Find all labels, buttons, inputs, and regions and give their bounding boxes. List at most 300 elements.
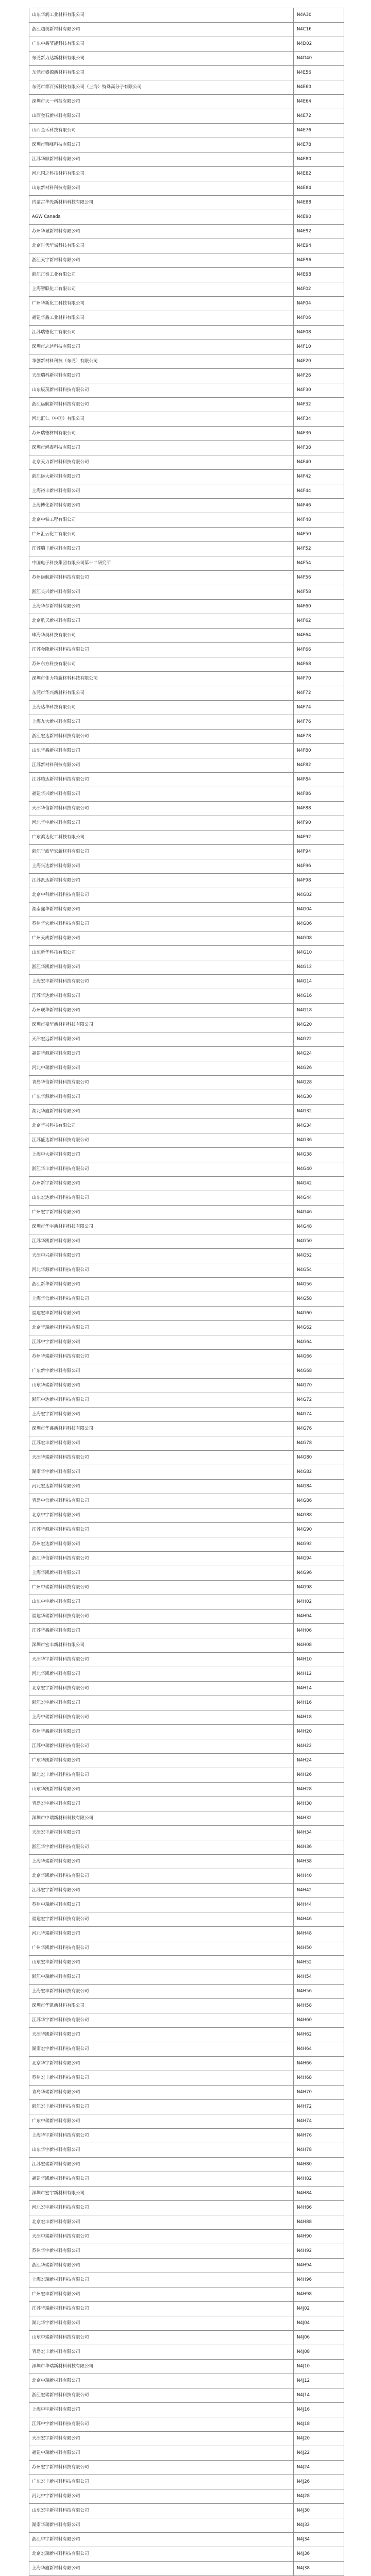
- table-row: [29, 369, 344, 383]
- booth-number-cell: N4H58: [294, 1999, 344, 2013]
- table-row: [29, 657, 344, 672]
- booth-number-cell: N4G88: [294, 1509, 344, 1523]
- booth-number-cell: N4J16: [294, 2403, 344, 2417]
- table-row: [29, 1999, 344, 2013]
- table-row: [29, 1754, 344, 1768]
- booth-number-cell: N4H32: [294, 1811, 344, 1826]
- table-row: [29, 2316, 344, 2331]
- booth-number-cell: N4E76: [294, 124, 344, 138]
- table-row: [29, 1321, 344, 1335]
- table-row: [29, 2446, 344, 2461]
- company-name-cell: 东莞市华兴新材料有限公司: [29, 686, 294, 701]
- table-row: [29, 1840, 344, 1855]
- table-row: [29, 455, 344, 470]
- company-name-cell: 江苏华源新材料科技有限公司: [29, 1523, 294, 1537]
- company-name-cell: 北京宏宇新材料科技有限公司: [29, 1682, 294, 1696]
- table-row: [29, 282, 344, 297]
- booth-number-cell: N4D40: [294, 52, 344, 66]
- table-row: [29, 2345, 344, 2360]
- booth-number-cell: N4F92: [294, 831, 344, 845]
- table-row: [29, 1105, 344, 1119]
- booth-number-cell: N4H50: [294, 1941, 344, 1956]
- booth-number-cell: N4H28: [294, 1783, 344, 1797]
- table-row: [29, 1869, 344, 1884]
- table-row: [29, 686, 344, 701]
- company-name-cell: 苏州宏宇新材料科技有限公司: [29, 2461, 294, 2475]
- table-row: [29, 23, 344, 37]
- table-row: [29, 773, 344, 787]
- company-name-cell: 苏州华瑞新材料科技有限公司: [29, 1350, 294, 1364]
- company-name-cell: 北京中瑞新材料有限公司: [29, 2374, 294, 2388]
- booth-number-cell: N4G28: [294, 1076, 344, 1090]
- booth-number-cell: N4F44: [294, 484, 344, 499]
- booth-number-cell: N4G06: [294, 917, 344, 931]
- table-row: [29, 2143, 344, 2158]
- table-row: [29, 859, 344, 874]
- booth-number-cell: N4G58: [294, 1292, 344, 1307]
- booth-number-cell: N4F52: [294, 542, 344, 556]
- booth-number-cell: N4G76: [294, 1422, 344, 1436]
- booth-number-cell: N4G26: [294, 1061, 344, 1076]
- company-name-cell: 东莞市都百扬科技有限公司（上海）特殊高分子有限公司: [29, 80, 294, 95]
- booth-number-cell: N4H18: [294, 1710, 344, 1725]
- booth-number-cell: N4J24: [294, 2461, 344, 2475]
- booth-number-cell: N4G18: [294, 1004, 344, 1018]
- company-name-cell: 江苏腾达新材料科技有限公司: [29, 773, 294, 787]
- table-row: [29, 744, 344, 758]
- company-name-cell: 湖北华鑫新材料有限公司: [29, 1105, 294, 1119]
- table-row: [29, 1696, 344, 1710]
- booth-number-cell: N4J30: [294, 2504, 344, 2518]
- company-name-cell: 浙江中达新材料科技有限公司: [29, 1393, 294, 1408]
- booth-number-cell: N4F74: [294, 701, 344, 715]
- table-row: [29, 1206, 344, 1220]
- table-row: [29, 2331, 344, 2345]
- table-row: [29, 2158, 344, 2172]
- booth-number-cell: N4J20: [294, 2432, 344, 2446]
- table-row: [29, 2360, 344, 2374]
- booth-number-cell: N4G30: [294, 1090, 344, 1105]
- booth-number-cell: N4F94: [294, 845, 344, 859]
- table-row: [29, 1927, 344, 1941]
- booth-number-cell: N4J32: [294, 2518, 344, 2533]
- table-row: [29, 2100, 344, 2114]
- booth-number-cell: N4H68: [294, 2071, 344, 2086]
- company-name-cell: 山西金禾科技有限公司: [29, 124, 294, 138]
- company-name-cell: 河北华宇新材料有限公司: [29, 816, 294, 831]
- company-name-cell: 浙江宏宇新材料有限公司: [29, 1696, 294, 1710]
- booth-number-cell: N4E64: [294, 95, 344, 109]
- company-name-cell: 浙江华凯新材料有限公司: [29, 960, 294, 975]
- table-row: [29, 354, 344, 369]
- company-name-cell: 浙江超美新材料有限公司: [29, 23, 294, 37]
- booth-number-cell: N4H06: [294, 1624, 344, 1638]
- booth-number-cell: N4H10: [294, 1653, 344, 1667]
- company-name-cell: 北京时代华诚科技有限公司: [29, 239, 294, 253]
- booth-number-cell: N4F32: [294, 398, 344, 412]
- company-name-cell: 天津华信新材料科技有限公司: [29, 802, 294, 816]
- company-name-cell: 广东新宇新材料有限公司: [29, 1364, 294, 1379]
- booth-number-cell: N4G82: [294, 1465, 344, 1480]
- booth-number-cell: N4F90: [294, 816, 344, 831]
- booth-number-cell: N4G44: [294, 1191, 344, 1206]
- company-name-cell: 苏州宏达新材料有限公司: [29, 1537, 294, 1552]
- company-name-cell: 福建华凯新材料科技有限公司: [29, 2172, 294, 2187]
- table-row: [29, 528, 344, 542]
- table-row: [29, 1090, 344, 1105]
- company-name-cell: 江苏盛达新材料科技有限公司: [29, 1133, 294, 1148]
- booth-number-cell: N4H40: [294, 1869, 344, 1884]
- booth-number-cell: N4G70: [294, 1379, 344, 1393]
- booth-number-cell: N4J28: [294, 2489, 344, 2504]
- table-row: [29, 427, 344, 441]
- booth-number-cell: N4G60: [294, 1307, 344, 1321]
- booth-number-cell: N4G86: [294, 1494, 344, 1509]
- company-name-cell: 苏州华鑫新材料有限公司: [29, 1725, 294, 1739]
- booth-number-cell: N4H64: [294, 2042, 344, 2057]
- booth-number-cell: N4H94: [294, 2259, 344, 2273]
- table-row: [29, 1422, 344, 1436]
- company-name-cell: 江苏华鑫新材料有限公司: [29, 1624, 294, 1638]
- company-name-cell: 深圳市天一科技有限公司: [29, 95, 294, 109]
- company-name-cell: 上海宏宇新材料有限公司: [29, 1408, 294, 1422]
- table-row: [29, 239, 344, 253]
- booth-number-cell: N4J26: [294, 2475, 344, 2489]
- table-row: [29, 297, 344, 311]
- booth-number-cell: N4E56: [294, 66, 344, 80]
- booth-number-cell: N4J38: [294, 2562, 344, 2576]
- booth-number-cell: N4E94: [294, 239, 344, 253]
- company-name-cell: 北京华凯新材料科技有限公司: [29, 1869, 294, 1884]
- table-row: [29, 571, 344, 585]
- company-name-cell: 江苏瑞丰新材料有限公司: [29, 542, 294, 556]
- table-row: [29, 37, 344, 52]
- table-row: [29, 1509, 344, 1523]
- company-name-cell: 天津中兴新材料有限公司: [29, 1249, 294, 1263]
- company-name-cell: 浙江华丰新材料科技有限公司: [29, 1162, 294, 1177]
- booth-number-cell: N4G50: [294, 1234, 344, 1249]
- table-row: [29, 1552, 344, 1566]
- booth-number-cell: N4F84: [294, 773, 344, 787]
- booth-number-cell: N4H74: [294, 2114, 344, 2129]
- company-name-cell: 广州天成新材料有限公司: [29, 931, 294, 946]
- table-row: [29, 1393, 344, 1408]
- table-row: [29, 1119, 344, 1133]
- table-row: [29, 1710, 344, 1725]
- booth-number-cell: N4H12: [294, 1667, 344, 1682]
- table-row: [29, 845, 344, 859]
- company-name-cell: 河北中瑞新材料有限公司: [29, 1061, 294, 1076]
- table-row: [29, 138, 344, 152]
- booth-number-cell: N4F56: [294, 571, 344, 585]
- table-row: [29, 412, 344, 427]
- table-row: [29, 167, 344, 181]
- table-row: [29, 1970, 344, 1985]
- table-row: [29, 1047, 344, 1061]
- company-name-cell: 河北宏达新材料有限公司: [29, 1480, 294, 1494]
- company-name-cell: 天津华凯新材料有限公司: [29, 2028, 294, 2042]
- table-row: [29, 95, 344, 109]
- company-name-cell: 上海华瑞新材料有限公司: [29, 1855, 294, 1869]
- table-row: [29, 225, 344, 239]
- table-row: [29, 8, 344, 23]
- booth-number-cell: N4H86: [294, 2201, 344, 2215]
- company-name-cell: 浙江华宇新材料科技有限公司: [29, 1840, 294, 1855]
- booth-number-cell: N4F36: [294, 427, 344, 441]
- company-name-cell: 河北宏宇新材料科技有限公司: [29, 2201, 294, 2215]
- company-name-cell: 苏州东方科技有限公司: [29, 657, 294, 672]
- booth-number-cell: N4H66: [294, 2057, 344, 2071]
- booth-number-cell: N4G38: [294, 1148, 344, 1162]
- company-name-cell: 上海华信新材料科技有限公司: [29, 1292, 294, 1307]
- table-row: [29, 903, 344, 917]
- booth-number-cell: N4A30: [294, 8, 344, 23]
- booth-number-cell: N4H42: [294, 1884, 344, 1898]
- company-name-cell: 北京中宇新材料有限公司: [29, 1509, 294, 1523]
- table-row: [29, 2547, 344, 2562]
- company-name-cell: 青岛中信新材料科技有限公司: [29, 1494, 294, 1509]
- booth-number-cell: N4G10: [294, 946, 344, 960]
- booth-number-cell: N4F26: [294, 369, 344, 383]
- company-name-cell: 江苏中宇新材料有限公司: [29, 1335, 294, 1350]
- booth-number-cell: N4H30: [294, 1797, 344, 1811]
- table-row: [29, 109, 344, 124]
- company-name-cell: 北京天力新材料科技有限公司: [29, 455, 294, 470]
- table-row: [29, 1523, 344, 1537]
- company-name-cell: 青岛华信新材料科技有限公司: [29, 1076, 294, 1090]
- table-row: [29, 124, 344, 138]
- table-row: [29, 1855, 344, 1869]
- booth-number-cell: N4E92: [294, 225, 344, 239]
- booth-number-cell: N4G14: [294, 975, 344, 989]
- company-name-cell: 河北中宇新材料有限公司: [29, 2489, 294, 2504]
- booth-number-cell: N4H34: [294, 1826, 344, 1840]
- booth-number-cell: N4F82: [294, 758, 344, 773]
- company-name-cell: 深圳市锦峰科技有限公司: [29, 138, 294, 152]
- company-name-cell: 上海宏丰新材料科技有限公司: [29, 1985, 294, 1999]
- company-name-cell: 江苏金陵新材料科技有限公司: [29, 643, 294, 657]
- company-name-cell: 天津宏宇新材料有限公司: [29, 2432, 294, 2446]
- table-row: [29, 513, 344, 528]
- company-name-cell: 江苏瑞德化工有限公司: [29, 326, 294, 340]
- company-name-cell: 深圳市鸿泰科技有限公司: [29, 441, 294, 455]
- booth-number-cell: N4F10: [294, 340, 344, 354]
- company-name-cell: 天津中瑞新材料科技有限公司: [29, 2230, 294, 2244]
- booth-number-cell: N4J34: [294, 2533, 344, 2547]
- company-name-cell: 北京华宇新材料有限公司: [29, 2057, 294, 2071]
- company-name-cell: 河北华瑞新材料有限公司: [29, 1927, 294, 1941]
- table-row: [29, 2403, 344, 2417]
- company-name-cell: 福建华瑞新材料科技有限公司: [29, 1609, 294, 1624]
- booth-number-cell: N4F20: [294, 354, 344, 369]
- company-name-cell: 上海中大新材料有限公司: [29, 1148, 294, 1162]
- company-name-cell: 浙江宏达新材料科技有限公司: [29, 730, 294, 744]
- company-name-cell: 福建宏丰新材料有限公司: [29, 1307, 294, 1321]
- company-name-cell: 上海华凯新材料有限公司: [29, 1566, 294, 1581]
- company-name-cell: 上海九大新材料有限公司: [29, 715, 294, 730]
- table-row: [29, 66, 344, 80]
- booth-number-cell: N4F34: [294, 412, 344, 427]
- exhibitor-table-body: [29, 8, 344, 2576]
- table-row: [29, 1032, 344, 1047]
- company-name-cell: 北京华兴科技有限公司: [29, 1119, 294, 1133]
- company-name-cell: 江苏华达新材料有限公司: [29, 989, 294, 1004]
- table-row: [29, 2273, 344, 2287]
- table-row: [29, 1768, 344, 1783]
- company-name-cell: 湖南宏宇新材料科技有限公司: [29, 2042, 294, 2057]
- booth-number-cell: N4G48: [294, 1220, 344, 1234]
- company-name-cell: 天津宏远新材料有限公司: [29, 1032, 294, 1047]
- company-name-cell: 江苏华顺新材料有限公司: [29, 152, 294, 167]
- company-name-cell: 湖南华宇新材料有限公司: [29, 1465, 294, 1480]
- booth-number-cell: N4F02: [294, 282, 344, 297]
- booth-number-cell: N4F72: [294, 686, 344, 701]
- company-name-cell: 湖南鑫华新材料有限公司: [29, 903, 294, 917]
- table-row: [29, 196, 344, 210]
- booth-number-cell: N4G62: [294, 1321, 344, 1335]
- table-row: [29, 758, 344, 773]
- booth-number-cell: N4G90: [294, 1523, 344, 1537]
- booth-number-cell: N4G66: [294, 1350, 344, 1364]
- booth-number-cell: N4G78: [294, 1436, 344, 1451]
- company-name-cell: 上海中宇新材料有限公司: [29, 2403, 294, 2417]
- booth-number-cell: N4G72: [294, 1393, 344, 1408]
- table-row: [29, 1234, 344, 1249]
- booth-number-cell: N4G92: [294, 1537, 344, 1552]
- table-row: [29, 2417, 344, 2432]
- booth-number-cell: N4H54: [294, 1970, 344, 1985]
- booth-number-cell: N4E72: [294, 109, 344, 124]
- booth-number-cell: N4G32: [294, 1105, 344, 1119]
- table-row: [29, 441, 344, 455]
- company-name-cell: 山东华宇新材料有限公司: [29, 2143, 294, 2158]
- company-name-cell: 山东新材料科技有限公司: [29, 181, 294, 196]
- booth-number-cell: N4F54: [294, 556, 344, 571]
- booth-number-cell: N4J36: [294, 2547, 344, 2562]
- table-row: [29, 1076, 344, 1090]
- table-row: [29, 1451, 344, 1465]
- booth-number-cell: N4H62: [294, 2028, 344, 2042]
- table-row: [29, 1581, 344, 1595]
- company-name-cell: 江苏新材料科技有限公司: [29, 758, 294, 773]
- table-row: [29, 556, 344, 571]
- booth-number-cell: N4H16: [294, 1696, 344, 1710]
- company-name-cell: 天津华瑞新材料科技有限公司: [29, 1451, 294, 1465]
- company-name-cell: 深圳市华瑞新材料科技有限公司: [29, 2360, 294, 2374]
- booth-number-cell: N4H26: [294, 1768, 344, 1783]
- table-row: [29, 484, 344, 499]
- booth-number-cell: N4H46: [294, 1912, 344, 1927]
- booth-number-cell: N4J04: [294, 2316, 344, 2331]
- table-row: [29, 2374, 344, 2388]
- company-name-cell: 江苏宏丰新材料有限公司: [29, 1436, 294, 1451]
- company-name-cell: 湖南华瑞新材料有限公司: [29, 2518, 294, 2533]
- booth-number-cell: N4H02: [294, 1595, 344, 1609]
- booth-number-cell: N4F38: [294, 441, 344, 455]
- booth-number-cell: N4F48: [294, 513, 344, 528]
- table-row: [29, 1595, 344, 1609]
- company-name-cell: 河北华凯新材料有限公司: [29, 1667, 294, 1682]
- table-row: [29, 1379, 344, 1393]
- company-name-cell: 福建华兴新材料有限公司: [29, 787, 294, 802]
- company-name-cell: 福建宏宇新材料科技有限公司: [29, 1912, 294, 1927]
- booth-number-cell: N4H72: [294, 2100, 344, 2114]
- booth-number-cell: N4H52: [294, 1956, 344, 1970]
- booth-number-cell: N4F08: [294, 326, 344, 340]
- company-name-cell: 青岛宏丰新材料有限公司: [29, 2345, 294, 2360]
- booth-number-cell: N4E82: [294, 167, 344, 181]
- booth-number-cell: N4F66: [294, 643, 344, 657]
- table-row: [29, 1537, 344, 1552]
- table-row: [29, 1364, 344, 1379]
- company-name-cell: 上海中瑞新材料科技有限公司: [29, 1710, 294, 1725]
- table-row: [29, 2562, 344, 2576]
- table-row: [29, 1408, 344, 1422]
- booth-number-cell: N4G42: [294, 1177, 344, 1191]
- booth-number-cell: N4G94: [294, 1552, 344, 1566]
- company-name-cell: 浙江华信新材料科技有限公司: [29, 1552, 294, 1566]
- company-name-cell: 山西金石新材料有限公司: [29, 109, 294, 124]
- company-name-cell: 苏州华宏新材料科技有限公司: [29, 917, 294, 931]
- company-name-cell: 深圳市中瑞新材料科技有限公司: [29, 1811, 294, 1826]
- table-row: [29, 960, 344, 975]
- booth-number-cell: N4G52: [294, 1249, 344, 1263]
- company-name-cell: 苏州华宇新材料有限公司: [29, 2244, 294, 2259]
- table-row: [29, 1884, 344, 1898]
- table-row: [29, 1985, 344, 1999]
- company-name-cell: 山东华润工业材料有限公司: [29, 8, 294, 23]
- booth-number-cell: N4J10: [294, 2360, 344, 2374]
- table-row: [29, 2388, 344, 2403]
- booth-number-cell: N4G40: [294, 1162, 344, 1177]
- booth-number-cell: N4H38: [294, 1855, 344, 1869]
- booth-number-cell: N4H08: [294, 1638, 344, 1653]
- company-name-cell: 青岛宏宇新材料有限公司: [29, 1797, 294, 1811]
- company-name-cell: 浙江宏瑞新材料科技有限公司: [29, 2388, 294, 2403]
- company-name-cell: 北京华瑞新材料科技有限公司: [29, 1321, 294, 1335]
- table-row: [29, 52, 344, 66]
- table-row: [29, 2504, 344, 2518]
- company-name-cell: 天津宏丰新材料有限公司: [29, 1826, 294, 1840]
- table-row: [29, 1263, 344, 1278]
- booth-number-cell: N4F04: [294, 297, 344, 311]
- booth-number-cell: N4G98: [294, 1581, 344, 1595]
- table-row: [29, 888, 344, 903]
- booth-number-cell: N4C16: [294, 23, 344, 37]
- company-name-cell: 河北国之科技材料有限公司: [29, 167, 294, 181]
- booth-number-cell: N4G80: [294, 1451, 344, 1465]
- company-name-cell: 上海智联化工有限公司: [29, 282, 294, 297]
- table-row: [29, 2533, 344, 2547]
- booth-number-cell: N4H90: [294, 2230, 344, 2244]
- table-row: [29, 1061, 344, 1076]
- table-row: [29, 1465, 344, 1480]
- company-name-cell: 上海华宇新材料科技有限公司: [29, 2129, 294, 2143]
- company-name-cell: 浙江天宇新材料有限公司: [29, 253, 294, 268]
- company-name-cell: 广东华凯新材料有限公司: [29, 1754, 294, 1768]
- table-row: [29, 2071, 344, 2086]
- table-row: [29, 2259, 344, 2273]
- company-name-cell: 江苏华宇新材料科技有限公司: [29, 2013, 294, 2028]
- table-row: [29, 2028, 344, 2042]
- booth-number-cell: N4H56: [294, 1985, 344, 1999]
- table-row: [29, 1480, 344, 1494]
- table-row: [29, 600, 344, 614]
- booth-number-cell: N4G74: [294, 1408, 344, 1422]
- booth-number-cell: N4F68: [294, 657, 344, 672]
- company-name-cell: 广东华源新材料有限公司: [29, 1090, 294, 1105]
- table-row: [29, 1826, 344, 1840]
